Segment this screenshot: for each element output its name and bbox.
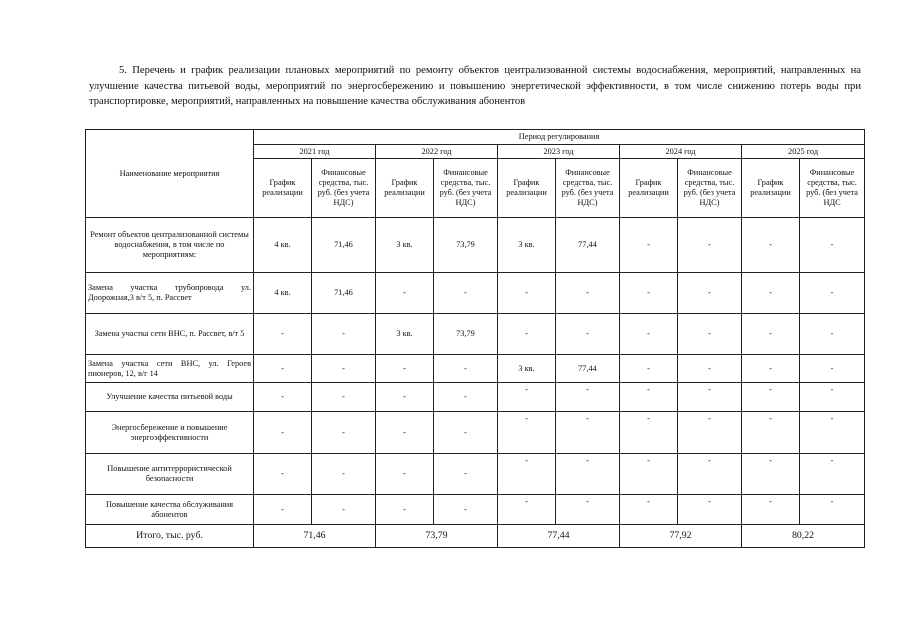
cell-value: - [376, 454, 434, 495]
total-2023: 77,44 [498, 525, 620, 548]
finance-header: Финансовые средства, тыс. руб. (без учета НДС) [556, 159, 620, 218]
table-row [86, 412, 865, 454]
cell-value: - [312, 454, 376, 495]
cell-value: - [742, 273, 800, 314]
activity-name: Замена участка сети ВНС, п. Рассвет, в/т 5 [86, 314, 254, 355]
cell-value: - [434, 495, 498, 525]
cell-value: - [620, 412, 678, 454]
activity-name: Энергосбережение и повышение энергоэффективности [86, 412, 254, 454]
cell-value: - [620, 273, 678, 314]
activity-name: Повышение антитеррористической безопасности [86, 454, 254, 495]
cell-value: - [376, 273, 434, 314]
total-label: Итого, тыс. руб. [86, 525, 254, 548]
cell-value: 71,46 [312, 218, 376, 273]
total-2021: 71,46 [254, 525, 376, 548]
cell-value: - [498, 383, 556, 412]
cell-value: - [556, 454, 620, 495]
activity-name: Повышение качества обслуживания абонентов [86, 495, 254, 525]
finance-header: Финансовые средства, тыс. руб. (без учета НДС) [678, 159, 742, 218]
cell-value: - [800, 383, 865, 412]
schedule-header: График реализации [620, 159, 678, 218]
cell-value: - [254, 454, 312, 495]
year-header-2025: 2025 год [742, 145, 865, 159]
table-row [86, 355, 865, 383]
cell-value: - [498, 495, 556, 525]
cell-value: - [254, 355, 312, 383]
period-header: Период регулирования [254, 130, 865, 145]
cell-value: - [434, 454, 498, 495]
schedule-header: График реализации [376, 159, 434, 218]
section-heading [89, 63, 861, 110]
cell-value: - [312, 355, 376, 383]
activity-name: Замена участка сети ВНС, ул. Героев пионеров, 12, в/г 14 [86, 355, 254, 383]
cell-value: 3 кв. [376, 218, 434, 273]
cell-value: - [678, 314, 742, 355]
cell-value: - [434, 412, 498, 454]
cell-value: - [254, 314, 312, 355]
cell-value: - [742, 355, 800, 383]
year-header-2022: 2022 год [376, 145, 498, 159]
cell-value: - [434, 383, 498, 412]
cell-value: - [800, 412, 865, 454]
cell-value: - [312, 495, 376, 525]
cell-value: - [376, 383, 434, 412]
cell-value: - [800, 495, 865, 525]
cell-value: - [312, 383, 376, 412]
cell-value: - [620, 314, 678, 355]
cell-value: - [742, 314, 800, 355]
cell-value: - [556, 273, 620, 314]
year-header-2021: 2021 год [254, 145, 376, 159]
cell-value: - [254, 412, 312, 454]
cell-value: - [498, 314, 556, 355]
cell-value: 77,44 [556, 218, 620, 273]
cell-value: - [556, 383, 620, 412]
cell-value: - [678, 454, 742, 495]
cell-value: - [678, 273, 742, 314]
cell-value: - [800, 273, 865, 314]
cell-value: - [678, 218, 742, 273]
schedule-header: График реализации [498, 159, 556, 218]
year-header-2024: 2024 год [620, 145, 742, 159]
cell-value: - [620, 495, 678, 525]
cell-value: - [800, 454, 865, 495]
cell-value: - [742, 495, 800, 525]
cell-value: 73,79 [434, 218, 498, 273]
cell-value: - [498, 273, 556, 314]
table-row [86, 383, 865, 412]
cell-value: - [254, 495, 312, 525]
schedule-header: График реализации [742, 159, 800, 218]
cell-value: 3 кв. [498, 355, 556, 383]
cell-value: 77,44 [556, 355, 620, 383]
total-2022: 73,79 [376, 525, 498, 548]
cell-value: - [800, 218, 865, 273]
cell-value: 4 кв. [254, 218, 312, 273]
activity-name-header: Наименование мероприятия [86, 130, 254, 218]
cell-value: - [742, 412, 800, 454]
cell-value: - [620, 383, 678, 412]
finance-header: Финансовые средства, тыс. руб. (без учета НДС) [312, 159, 376, 218]
cell-value: 4 кв. [254, 273, 312, 314]
cell-value: - [376, 355, 434, 383]
total-2025: 80,22 [742, 525, 865, 548]
cell-value: - [742, 454, 800, 495]
cell-value: - [620, 355, 678, 383]
cell-value: - [556, 495, 620, 525]
cell-value: 3 кв. [376, 314, 434, 355]
cell-value: - [678, 383, 742, 412]
cell-value: 3 кв. [498, 218, 556, 273]
table-row [86, 495, 865, 525]
section-heading-text: 5. Перечень и график реализации плановых мероприятий по ремонту объектов централизованной системы водоснабжения, мероприятий, направленных на улучшение качества питьевой воды, мероприятий по энергосбережению и повышению энергетической эффективности, в том числе снижению потерь воды при транспортировке, мероприятий, направленных на повышение качества обслуживания абонентов [89, 65, 861, 107]
cell-value: - [254, 383, 312, 412]
cell-value: 73,79 [434, 314, 498, 355]
total-row [86, 525, 865, 548]
cell-value: - [376, 495, 434, 525]
cell-value: - [498, 454, 556, 495]
cell-value: - [556, 412, 620, 454]
cell-value: - [678, 495, 742, 525]
cell-value: - [742, 383, 800, 412]
cell-value: - [678, 412, 742, 454]
cell-value: - [312, 412, 376, 454]
cell-value: - [434, 355, 498, 383]
schedule-header: График реализации [254, 159, 312, 218]
table-row [86, 218, 865, 273]
cell-value: - [800, 355, 865, 383]
total-2024: 77,92 [620, 525, 742, 548]
cell-value: - [376, 412, 434, 454]
activity-name: Ремонт объектов централизованной системы водоснабжения, в том числе по мероприятиям: [86, 218, 254, 273]
table-row [86, 314, 865, 355]
cell-value: - [556, 314, 620, 355]
cell-value: - [800, 314, 865, 355]
finance-header: Финансовые средства, тыс. руб. (без учета НДС [800, 159, 865, 218]
cell-value: - [312, 314, 376, 355]
cell-value: - [620, 454, 678, 495]
year-header-2023: 2023 год [498, 145, 620, 159]
cell-value: - [678, 355, 742, 383]
cell-value: - [620, 218, 678, 273]
finance-header: Финансовые средства, тыс. руб. (без учета НДС) [434, 159, 498, 218]
table-row [86, 454, 865, 495]
cell-value: - [742, 218, 800, 273]
cell-value: - [434, 273, 498, 314]
activities-table [85, 129, 865, 548]
cell-value: 71,46 [312, 273, 376, 314]
activity-name: Улучшение качества питьевой воды [86, 383, 254, 412]
cell-value: - [498, 412, 556, 454]
activity-name: Замена участка трубопровода ул. Доорожная,3 в/т 5, п. Рассвет [86, 273, 254, 314]
table-row [86, 273, 865, 314]
